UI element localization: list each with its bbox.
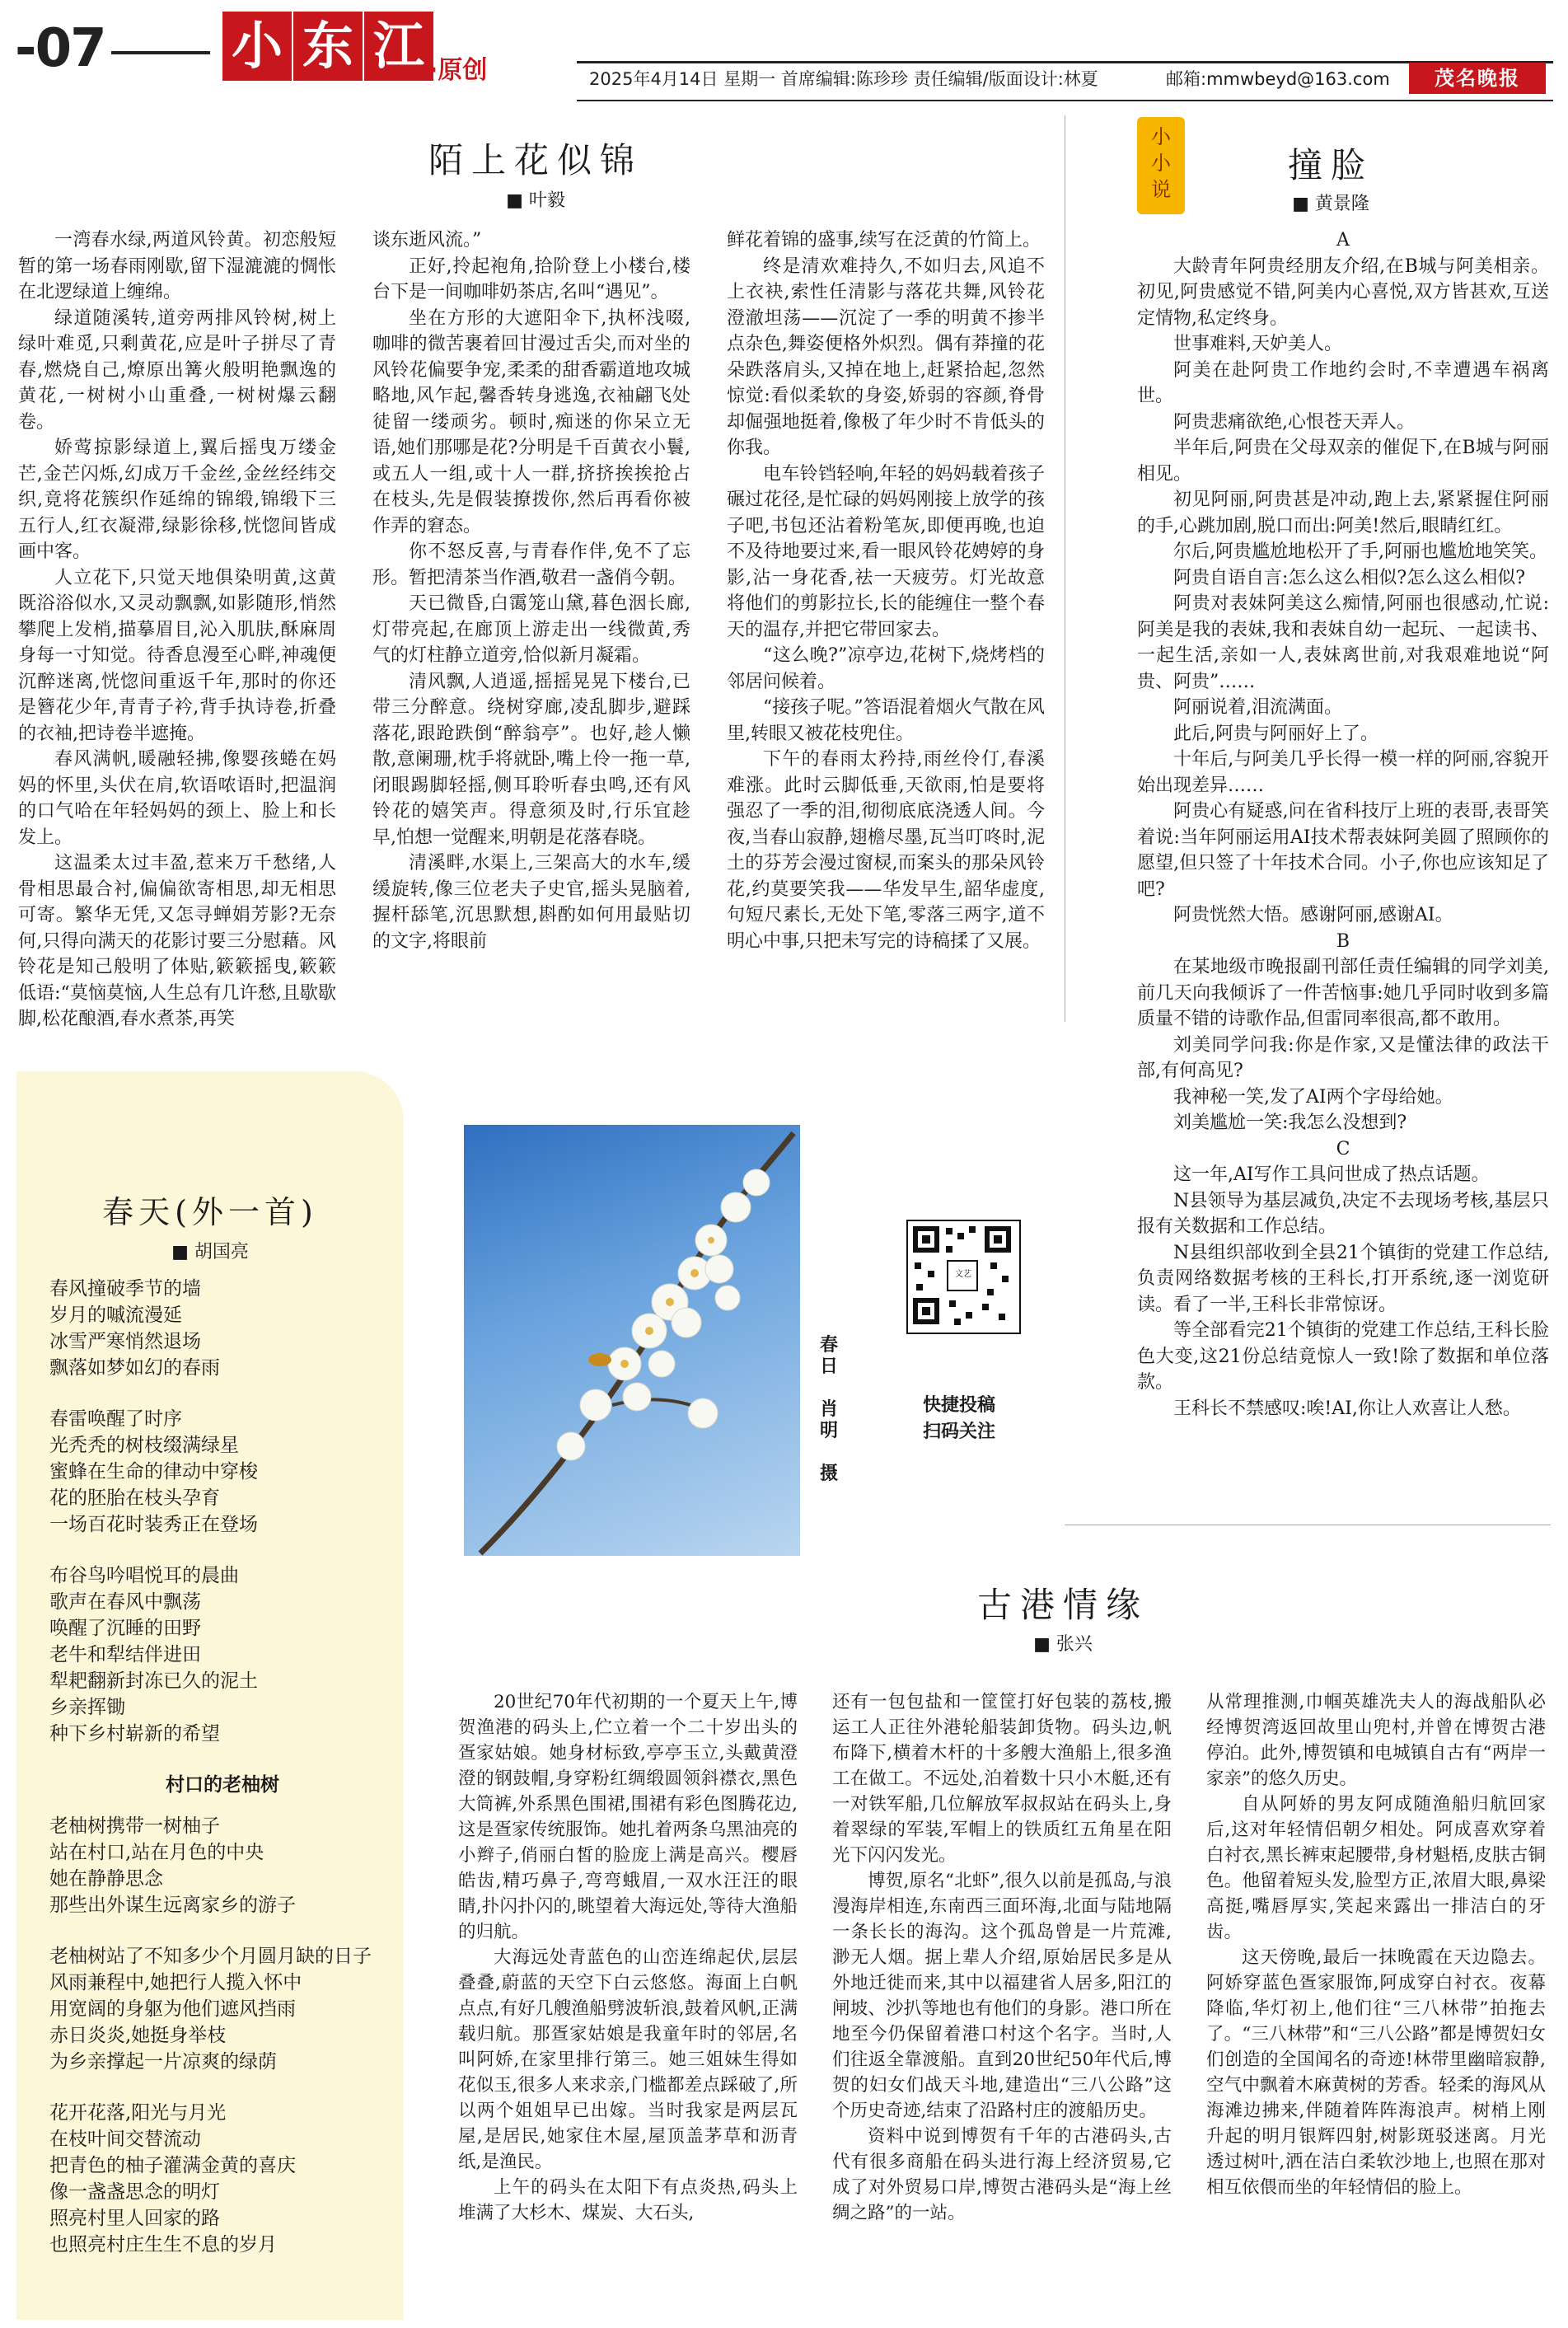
poem-line: 老牛和犁结伴进田	[49, 1644, 201, 1665]
poem-subtitle: 村口的老柚树	[166, 1774, 279, 1796]
poem-line: 歌声在春风中飘荡	[49, 1591, 201, 1613]
article-column	[18, 227, 336, 1033]
poem-stanza	[49, 1562, 396, 1747]
paragraph: N县领导为基层减负,决定不去现场考核,基层只报有关数据和工作总结。	[1137, 1190, 1549, 1237]
paragraph: 上午的码头在太阳下有点炎热,码头上堆满了大杉木、煤炭、大石头,	[458, 2177, 798, 2223]
poem-stanza	[49, 1406, 396, 1538]
poem-stanza	[49, 1813, 396, 1918]
poem-line: 用宽阔的身躯为他们遮风挡雨	[49, 1998, 296, 2020]
date-editor-info: 2025年4月14日 星期一 首席编辑:陈珍珍 责任编辑/版面设计:林夏	[589, 69, 1098, 89]
paragraph: 一湾春水绿,两道风铃黄。初恋般短暂的第一场春雨刚歇,留下湿漉漉的惆怅在北逻绿道上缠绵。	[18, 230, 336, 302]
paragraph: 阿贵对表妹阿美这么痴情,阿丽也很感动,忙说:阿美是我的表妹,我和表妹自幼一起玩、一起读书、一起生活,亲如一人,表妹离世前,对我艰难地说“阿贵、阿贵”……	[1137, 593, 1549, 692]
paragraph: N县组织部收到全县21个镇街的党建工作总结,负责网络数据考核的王科长,打开系统,逐一浏览研读。看了一半,王科长非常惊讶。	[1137, 1242, 1549, 1315]
poem-line: 春雷唤醒了时序	[49, 1408, 182, 1430]
poem-line: 春风撞破季节的墙	[49, 1278, 201, 1300]
poem-line: 花开花落,阳光与月光	[49, 2102, 227, 2124]
paragraph: 在某地级市晚报副刊部任责任编辑的同学刘美,前几天向我倾诉了一件苦恼事:她几乎同时收到多篇质量不错的诗歌作品,但雷同率很高,都不敢用。	[1137, 957, 1549, 1029]
newspaper-logo: 茂名晚报	[1409, 63, 1546, 94]
section-marker: B	[1336, 930, 1350, 952]
poem-line: 乡亲挥锄	[49, 1697, 125, 1718]
poem-stanza	[49, 1943, 396, 2075]
article-column	[458, 1689, 798, 2226]
poem-line: 唤醒了沉睡的田野	[49, 1618, 201, 1639]
poem-author: ■ 胡国亮	[171, 1242, 249, 1262]
paragraph: 世事难料,天妒美人。	[1173, 334, 1342, 354]
paragraph: 资料中说到博贺有千年的古港码头,古代有很多商船在码头进行海上经济贸易,它成了对外贸易口岸,博贺古港码头是“海上丝绸之路”的一站。	[832, 2126, 1172, 2223]
poem-title: 春天(外一首)	[102, 1194, 318, 1230]
caption-char: 摄	[820, 1464, 839, 1484]
paragraph: 刘美同学问我:你是作家,又是懂法律的政法干部,有何高见?	[1137, 1034, 1549, 1081]
masthead-char-2: 东	[293, 12, 363, 81]
poem-line: 一场百花时装秀正在登场	[49, 1514, 258, 1535]
poem-line: 犁耙翻新封冻已久的泥土	[49, 1670, 258, 1692]
photo-caption	[820, 1335, 843, 1485]
qr-caption-line: 快捷投稿	[923, 1395, 996, 1416]
paragraph: 清溪畔,水渠上,三架高大的水车,缓缓旋转,像三位老夫子史官,摇头晃脑着,握杆舔笔,沉思默想,斟酌如何用最贴切的文字,将眼前	[372, 853, 690, 952]
paragraph: 从常理推测,巾帼英雄冼夫人的海战船队必经博贺湾返回故里山兜村,并曾在博贺古港停泊。此外,博贺镇和电城镇自古有“两岸一家亲”的悠久历史。	[1206, 1692, 1546, 1789]
section-marker: A	[1336, 230, 1350, 251]
story-body	[1137, 227, 1549, 1422]
poem-line: 光秃秃的树枝缀满绿星	[49, 1435, 239, 1456]
poem-stanza	[49, 2100, 396, 2258]
paragraph: 此后,阿贵与阿丽好上了。	[1173, 723, 1378, 744]
paragraph: 阿贵恍然大悟。感谢阿丽,感谢AI。	[1173, 905, 1453, 925]
bee	[588, 1353, 611, 1366]
paragraph: 这天傍晚,最后一抹晚霞在天边隐去。阿娇穿蓝色疍家服饰,阿成穿白衬衣。夜幕降临,华灯初上,他们往“三八林带”拍拖去了。“三八林带”和“三八公路”都是博贺妇女们创造的全国闻名的奇迹!林带里幽暗寂静,空气中飘着木麻黄树的芳香。轻柔的海风从海滩边拂来,伴随着阵阵海浪声。树梢上刚升起的明月银辉四射,树影斑驳迷离。月光透过树叶,洒在洁白柔软沙地上,也照在那对相互依偎而坐的年轻情侣的脸上。	[1206, 1947, 1546, 2198]
paragraph: 初见阿丽,阿贵甚是冲动,跑上去,紧紧握住阿丽的手,心跳加剧,脱口而出:阿美!然后,眼睛红红。	[1137, 489, 1549, 536]
article-author-gugang: ■ 张兴	[1033, 1634, 1093, 1655]
badge-char: 小	[1151, 152, 1171, 175]
qr-caption	[923, 1393, 995, 1445]
poem-line: 站在村口,站在月色的中央	[49, 1842, 264, 1863]
poem-line: 把青色的柚子灌满金黄的喜庆	[49, 2155, 296, 2176]
paragraph: 阿美在赴阿贵工作地约会时,不幸遭遇车祸离世。	[1137, 359, 1549, 406]
poem-line: 那些出外谋生远离家乡的游子	[49, 1895, 296, 1916]
paragraph: 大海远处青蓝色的山峦连绵起伏,层层叠叠,蔚蓝的天空下白云悠悠。海面上白帆点点,有好几艘渔船劈波斩浪,鼓着风帆,正满载归航。那疍家姑娘是我童年时的邻居,名叫阿娇,在家里排行第三。她三姐妹生得如花似玉,很多人来求亲,门槛都差点踩破了,所以两个姐姐早已出嫁。当时我家是两层瓦屋,是居民,她家住木屋,屋顶盖茅草和沥青纸,是渔民。	[458, 1947, 798, 2172]
poem-line: 像一盏盏思念的明灯	[49, 2181, 220, 2203]
paragraph: 阿贵心有疑惑,问在省科技厅上班的表哥,表哥笑着说:当年阿丽运用AI技术帮表妹阿美圆了照顾你的愿望,但只签了十年技术合同。小子,你也应该知足了吧?	[1137, 801, 1549, 900]
article-column	[832, 1689, 1172, 2226]
paragraph: 正好,拎起袍角,拾阶登上小楼台,楼台下是一间咖啡奶茶店,名叫“遇见”。	[372, 255, 690, 302]
masthead-subtitle: ·原创	[428, 56, 488, 85]
page-number: -07	[15, 18, 105, 79]
article-column	[372, 227, 690, 954]
poem-stanza	[49, 1276, 396, 1381]
poem-line: 赤日炎炎,她挺身举枝	[49, 2025, 227, 2046]
story-badge	[1137, 117, 1185, 214]
paragraph: 春风满帆,暖融轻拂,像婴孩蜷在妈妈的怀里,头伏在肩,软语哝语时,把温润的口气哈在年轻妈妈的颈上、脸上和长发上。	[18, 749, 336, 848]
poem-line: 也照亮村庄生生不息的岁月	[49, 2234, 277, 2255]
poem-line: 冰雪严寒悄然退场	[49, 1331, 201, 1352]
paragraph: 娇莺掠影绿道上,翼后摇曳万缕金芒,金芒闪烁,幻成万千金丝,金丝经纬交织,竟将花簇织作延绵的锦缎,锦缎下三五行人,红衣凝滞,绿影徐移,恍惚间皆成画中客。	[18, 438, 336, 562]
paragraph: 刘美尴尬一笑:我怎么没想到?	[1173, 1112, 1407, 1133]
qr-caption-line: 扫码关注	[923, 1422, 996, 1442]
paragraph: 博贺,原名“北虾”,很久以前是孤岛,与浪漫海岸相连,东南西三面环海,北面与陆地隔一条长长的海沟。这个孤岛曾是一片荒滩,渺无人烟。据上辈人介绍,原始居民多是从外地迁徙而来,其中以福建省人居多,阳江的闸坡、沙扒等地也有他们的身影。港口所在地至今仍保留着港口村这个名字。当时,人们往返全靠渡船。直到20世纪50年代后,博贺的妇女们战天斗地,建造出“三八公路”这个历史奇迹,结束了沿路村庄的渡船历史。	[832, 1871, 1172, 2121]
paragraph: 这温柔太过丰盈,惹来万千愁绪,人骨相思最合衬,偏偏欲寄相思,却无相思可寄。繁华无凭,又怎寻蝉娟芳影?无奈何,只得向满天的花影讨要三分慰藉。风铃花是知己般明了体贴,簌簌摇曳,簌簌低语:“莫恼莫恼,人生总有几许愁,且歇歇脚,松花酿酒,春水煮茶,再笑	[18, 853, 336, 1029]
paragraph: 这一年,AI写作工具问世成了热点话题。	[1173, 1164, 1490, 1185]
paragraph: 人立花下,只觉天地俱染明黄,这黄既浴浴似水,又灵动飘飘,如影随形,悄然攀爬上发梢,描摹眉目,沁入肌肤,酥麻周身每一寸知觉。待香息漫至心畔,神魂便沉醉迷离,恍惚间重返千年,那时的你还是簪花少年,青青子衿,背手执诗卷,折叠的衣袖,把诗卷半遮掩。	[18, 567, 336, 744]
paragraph: 我神秘一笑,发了AI两个字母给她。	[1173, 1086, 1453, 1108]
poem-line: 飘落如梦如幻的春雨	[49, 1357, 220, 1379]
paragraph: 阿贵悲痛欲绝,心恨苍天弄人。	[1173, 411, 1415, 433]
email: 邮箱:mmwbeyd@163.com	[1166, 69, 1390, 89]
section-marker: C	[1336, 1138, 1350, 1159]
badge-char: 说	[1151, 178, 1171, 201]
poem-line: 照亮村里人回家的路	[49, 2208, 220, 2229]
masthead-char-1: 小	[222, 12, 292, 81]
paragraph: 大龄青年阿贵经朋友介绍,在B城与阿美相亲。初见,阿贵感觉不错,阿美内心喜悦,双方皆甚欢,互送定情物,私定终身。	[1137, 255, 1549, 329]
poem-line: 为乡亲撑起一片凉爽的绿荫	[49, 2051, 277, 2073]
paragraph: 谈东逝风流。”	[372, 230, 482, 251]
header-rule	[111, 51, 210, 54]
poem-line: 老柚树携带一树柚子	[49, 1815, 220, 1837]
caption-char: 明	[820, 1421, 839, 1441]
paragraph: “接孩子呢。”答语混着烟火气散在风里,转眼又被花枝兜住。	[727, 697, 1045, 744]
paragraph: 下午的春雨太矜持,雨丝伶仃,春溪难涨。此时云脚低垂,天欲雨,怕是要将强忍了一季的泪,彻彻底底浇透人间。今夜,当春山寂静,翅檐尽墨,瓦当叮咚时,泥土的芬芳会漫过窗棂,而案头的那朵风铃花,约莫要笑我——华发早生,韶华虚度,句短尺素长,无处下笔,零落三两字,道不明心中事,只把未写完的诗稿揉了又展。	[727, 749, 1045, 952]
poem-line: 她在静静思念	[49, 1868, 163, 1890]
caption-char	[820, 1378, 843, 1399]
poem-line: 种下乡村崭新的希望	[49, 1723, 220, 1745]
paragraph: “这么晚?”凉亭边,花树下,烧烤档的邻居问候着。	[727, 645, 1045, 692]
poem-line: 风雨兼程中,她把行人揽入怀中	[49, 1972, 302, 1993]
qr-center-label: 文艺	[955, 1270, 971, 1279]
paragraph: 坐在方形的大遮阳伞下,执杯浅啜,咖啡的微苦裹着回甘漫过舌尖,而对坐的风铃花偏要争宠,柔柔的甜香霸道地攻城略地,风乍起,馨香转身逃逸,衣袖翩飞处徒留一缕顽劣。顿时,痴迷的你呆立无语,她们那哪是花?分明是千百黄衣小鬟,或五人一组,或十人一群,挤挤挨挨抢占在枝头,先是假装撩拨你,然后再看你被作弄的窘态。	[372, 307, 690, 536]
article-title-gugang: 古港情缘	[976, 1585, 1149, 1625]
caption-char: 日	[820, 1356, 839, 1377]
article-column	[1206, 1689, 1546, 2200]
paragraph: 尔后,阿贵尴尬地松开了手,阿丽也尴尬地笑笑。	[1173, 541, 1547, 562]
poem-line: 花的胚胎在枝头孕育	[49, 1487, 220, 1509]
paragraph: 等全部看完21个镇街的党建工作总结,王科长脸色大变,这21份总结竟惊人一致!除了数据和单位落款。	[1137, 1320, 1549, 1393]
paragraph: 半年后,阿贵在父母双亲的催促下,在B城与阿丽相见。	[1137, 438, 1549, 485]
caption-char: 春	[820, 1335, 839, 1356]
paragraph: 自从阿娇的男友阿成随渔船归航回家后,这对年轻情侣朝夕相处。阿成喜欢穿着白衬衣,黑长裤束起腰带,身材魁梧,皮肤古铜色。他留着短头发,脸型方正,浓眉大眼,鼻梁高挺,嘴唇厚实,笑起来露出一排洁白的牙齿。	[1206, 1794, 1546, 1942]
paragraph: 鲜花着锦的盛事,续写在泛黄的竹简上。	[727, 230, 1041, 251]
paragraph: 阿贵自语自言:怎么这么相似?怎么这么相似?	[1173, 567, 1526, 588]
spring-photo	[464, 1125, 800, 1556]
article-column	[727, 227, 1045, 954]
paragraph: 20世纪70年代初期的一个夏天上午,博贺渔港的码头上,伫立着一个二十岁出头的疍家姑娘。她身材标致,亭亭玉立,头戴黄澄澄的钢鼓帽,身穿粉红绸缎圆领斜襟衣,黑色大筒裤,外系黑色围裙,围裙有彩色图腾花边,这是疍家传统服饰。她扎着两条乌黑油亮的小辫子,俏丽白皙的脸庞上满是高兴。樱唇皓齿,精巧鼻子,弯弯蛾眉,一双水汪汪的眼睛,扑闪扑闪的,眺望着大海远处,等待大渔船的归航。	[458, 1692, 798, 1942]
paragraph: 十年后,与阿美几乎长得一模一样的阿丽,容貌开始出现差异……	[1137, 749, 1549, 796]
poem-line: 蜜蜂在生命的律动中穿梭	[49, 1461, 258, 1483]
badge-char: 小	[1151, 125, 1171, 148]
paragraph: 绿道随溪转,道旁两排风铃树,树上绿叶难觅,只剩黄花,应是叶子拼尽了青春,燃烧自己,燎原出篝火般明艳飘逸的黄花,一树树小山重叠,一树树爆云翻卷。	[18, 307, 336, 433]
poem-line: 在枝叶间交替流动	[49, 2129, 201, 2150]
story-author: ■ 黄景隆	[1292, 194, 1369, 214]
paragraph: 电车铃铛轻响,年轻的妈妈载着孩子碾过花径,是忙碌的妈妈刚接上放学的孩子吧,书包还沾着粉笔灰,即便再晚,也迫不及待地要过来,看一眼风铃花娉婷的身影,沾一身花香,祛一天疲劳。灯光故意将他们的剪影拉长,长的能缠住一整个春天的温存,并把它带回家去。	[727, 463, 1045, 640]
paragraph: 清风飘,人逍遥,摇摇晃晃下楼台,已带三分醉意。绕树穿廊,凌乱脚步,避踩落花,跟跄跌倒“醉翁亭”。也好,趁人懒散,意阑珊,枕手将就卧,嘴上伶一拖一草,闭眼踢脚轻摇,侧耳聆听春虫鸣,还有风铃花的嬉笑声。得意须及时,行乐宜趁早,怕想一觉醒来,明朝是花落春晓。	[372, 671, 690, 848]
paragraph: 阿丽说着,泪流满面。	[1173, 697, 1342, 718]
article-author: ■ 叶毅	[506, 190, 565, 211]
blossom-illustration	[464, 1125, 800, 1556]
caption-char: 肖	[820, 1399, 839, 1420]
paragraph: 还有一包包盐和一筐筐打好包装的荔枝,搬运工人正往外港轮船装卸货物。码头边,帆布降下,横着木杆的十多艘大渔船上,很多渔工在做工。不远处,泊着数十只小木艇,还有一对铁军船,几位解放军叔叔站在码头上,身着翠绿的军装,军帽上的铁质红五角星在阳光下闪闪发光。	[832, 1692, 1172, 1866]
masthead-char-3: 江	[364, 12, 433, 81]
story-title: 撞脸	[1287, 145, 1374, 185]
poem-body	[49, 1276, 396, 2283]
poem-line: 老柚树站了不知多少个月圆月缺的日子	[49, 1946, 372, 1967]
caption-char	[820, 1442, 843, 1464]
paragraph: 王科长不禁感叹:唉!AI,你让人欢喜让人愁。	[1173, 1398, 1521, 1419]
poem-line: 岁月的嘁流漫延	[49, 1305, 182, 1326]
article-title: 陌上花似锦	[428, 140, 643, 180]
paragraph: 天已微昏,白霭笼山黛,暮色洇长廊,灯带亮起,在廊顶上游走出一线微黄,秀气的灯柱静立道旁,恰似新月凝霜。	[372, 593, 690, 666]
paragraph: 你不怒反喜,与青春作伴,免不了忘形。暂把清茶当作酒,敬君一盏俏今朝。	[372, 541, 690, 588]
poem-line: 布谷鸟吟唱悦耳的晨曲	[49, 1565, 239, 1586]
paragraph: 终是清欢难持久,不如归去,风追不上衣袂,索性任清影与落花共舞,风铃花澄澈坦荡——沉淀了一季的明黄不掺半点杂色,舞姿便格外炽烈。偶有莽撞的花朵跌落肩头,又掉在地上,赶紧拾起,忽然惊觉:看似柔软的身姿,娇弱的容颜,脊骨却倔强地挺着,像极了年少时不肯低头的你我。	[727, 255, 1045, 458]
